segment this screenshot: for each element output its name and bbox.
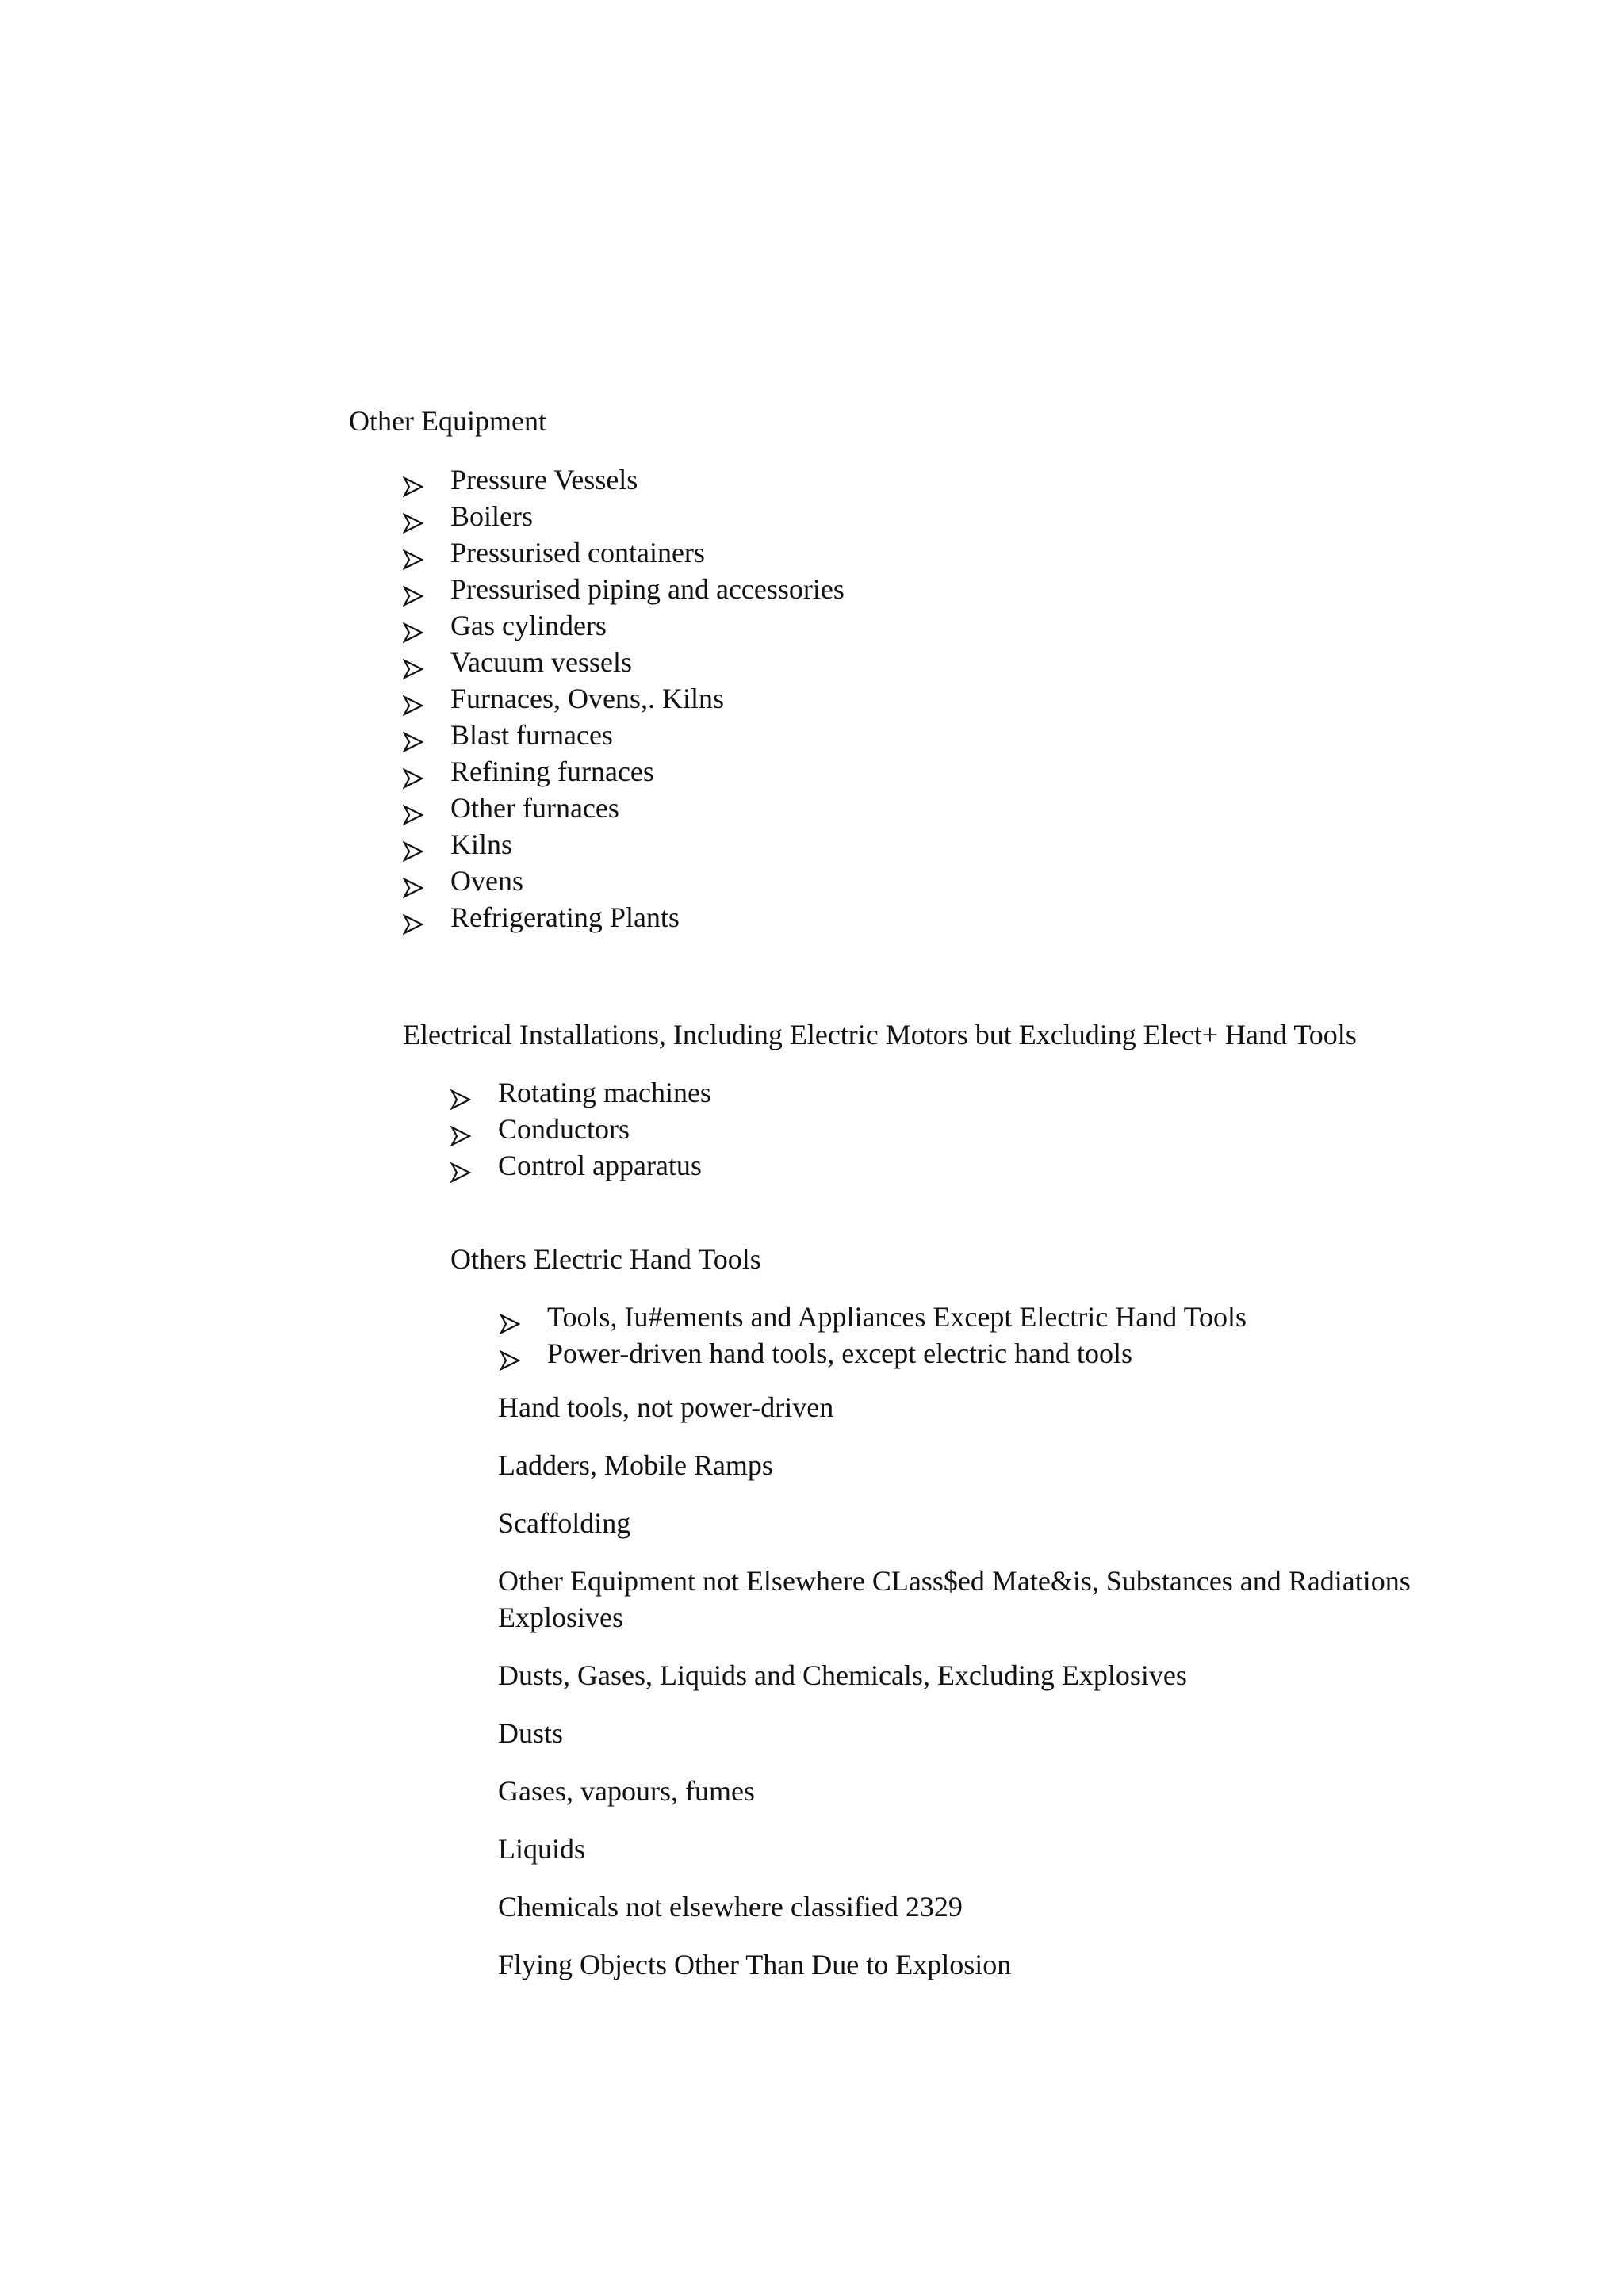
list-item: Refrigerating Plants bbox=[450, 901, 680, 933]
arrowhead-bullet-icon bbox=[403, 652, 423, 688]
arrowhead-bullet-icon bbox=[403, 469, 423, 506]
arrowhead-bullet-icon bbox=[403, 615, 423, 652]
list-item: Vacuum vessels bbox=[450, 646, 632, 678]
list-item: Conductors bbox=[498, 1113, 630, 1145]
list-item: Pressurised piping and accessories bbox=[450, 573, 845, 605]
paragraph-flying-objects: Flying Objects Other Than Due to Explosion bbox=[498, 1949, 1012, 1980]
list-item: Other furnaces bbox=[450, 792, 619, 824]
list-item: Blast furnaces bbox=[450, 719, 613, 751]
arrowhead-bullet-icon bbox=[403, 871, 423, 907]
arrowhead-bullet-icon bbox=[403, 506, 423, 542]
section-heading-electrical-installations: Electrical Installations, Including Electric Motors but Excluding Elect+ Hand Tools bbox=[403, 1019, 1357, 1050]
arrowhead-bullet-icon bbox=[403, 798, 423, 834]
paragraph-ladders: Ladders, Mobile Ramps bbox=[498, 1449, 773, 1481]
list-item: Gas cylinders bbox=[450, 610, 607, 641]
list-item: Ovens bbox=[450, 865, 523, 897]
paragraph-chemicals: Chemicals not elsewhere classified 2329 bbox=[498, 1891, 963, 1923]
list-item: Power-driven hand tools, except electric hand tools bbox=[547, 1337, 1133, 1369]
list-item: Tools, Iu#ements and Appliances Except Electric Hand Tools bbox=[547, 1301, 1247, 1333]
list-item: Kilns bbox=[450, 828, 513, 860]
paragraph-liquids: Liquids bbox=[498, 1833, 586, 1865]
paragraph-dusts: Dusts bbox=[498, 1717, 564, 1749]
list-item: Control apparatus bbox=[498, 1150, 702, 1181]
paragraph-other-equipment-materials: Other Equipment not Elsewhere CLass$ed Mate&is, Substances and Radiations bbox=[498, 1565, 1411, 1597]
list-item: Furnaces, Ovens,. Kilns bbox=[450, 683, 724, 714]
list-item: Boilers bbox=[450, 500, 533, 532]
arrowhead-bullet-icon bbox=[403, 907, 423, 943]
arrowhead-bullet-icon bbox=[403, 579, 423, 615]
arrowhead-bullet-icon bbox=[500, 1307, 520, 1343]
list-item: Refining furnaces bbox=[450, 756, 654, 787]
list-item: Pressure Vessels bbox=[450, 464, 638, 496]
paragraph-scaffolding: Scaffolding bbox=[498, 1507, 631, 1539]
paragraph-hand-tools: Hand tools, not power-driven bbox=[498, 1391, 834, 1423]
arrowhead-bullet-icon bbox=[403, 688, 423, 725]
paragraph-gases-vapours-fumes: Gases, vapours, fumes bbox=[498, 1775, 755, 1807]
paragraph-explosives: Explosives bbox=[498, 1601, 623, 1633]
arrowhead-bullet-icon bbox=[500, 1343, 520, 1380]
arrowhead-bullet-icon bbox=[403, 834, 423, 871]
arrowhead-bullet-icon bbox=[450, 1155, 471, 1192]
list-item: Rotating machines bbox=[498, 1077, 711, 1108]
arrowhead-bullet-icon bbox=[403, 725, 423, 761]
paragraph-dusts-gases-liquids: Dusts, Gases, Liquids and Chemicals, Excluding Explosives bbox=[498, 1659, 1187, 1691]
section-heading-electric-hand-tools: Others Electric Hand Tools bbox=[450, 1243, 761, 1275]
section-heading-other-equipment: Other Equipment bbox=[349, 405, 546, 437]
arrowhead-bullet-icon bbox=[403, 761, 423, 798]
arrowhead-bullet-icon bbox=[450, 1119, 471, 1155]
list-item: Pressurised containers bbox=[450, 537, 705, 568]
arrowhead-bullet-icon bbox=[403, 542, 423, 579]
arrowhead-bullet-icon bbox=[450, 1082, 471, 1119]
